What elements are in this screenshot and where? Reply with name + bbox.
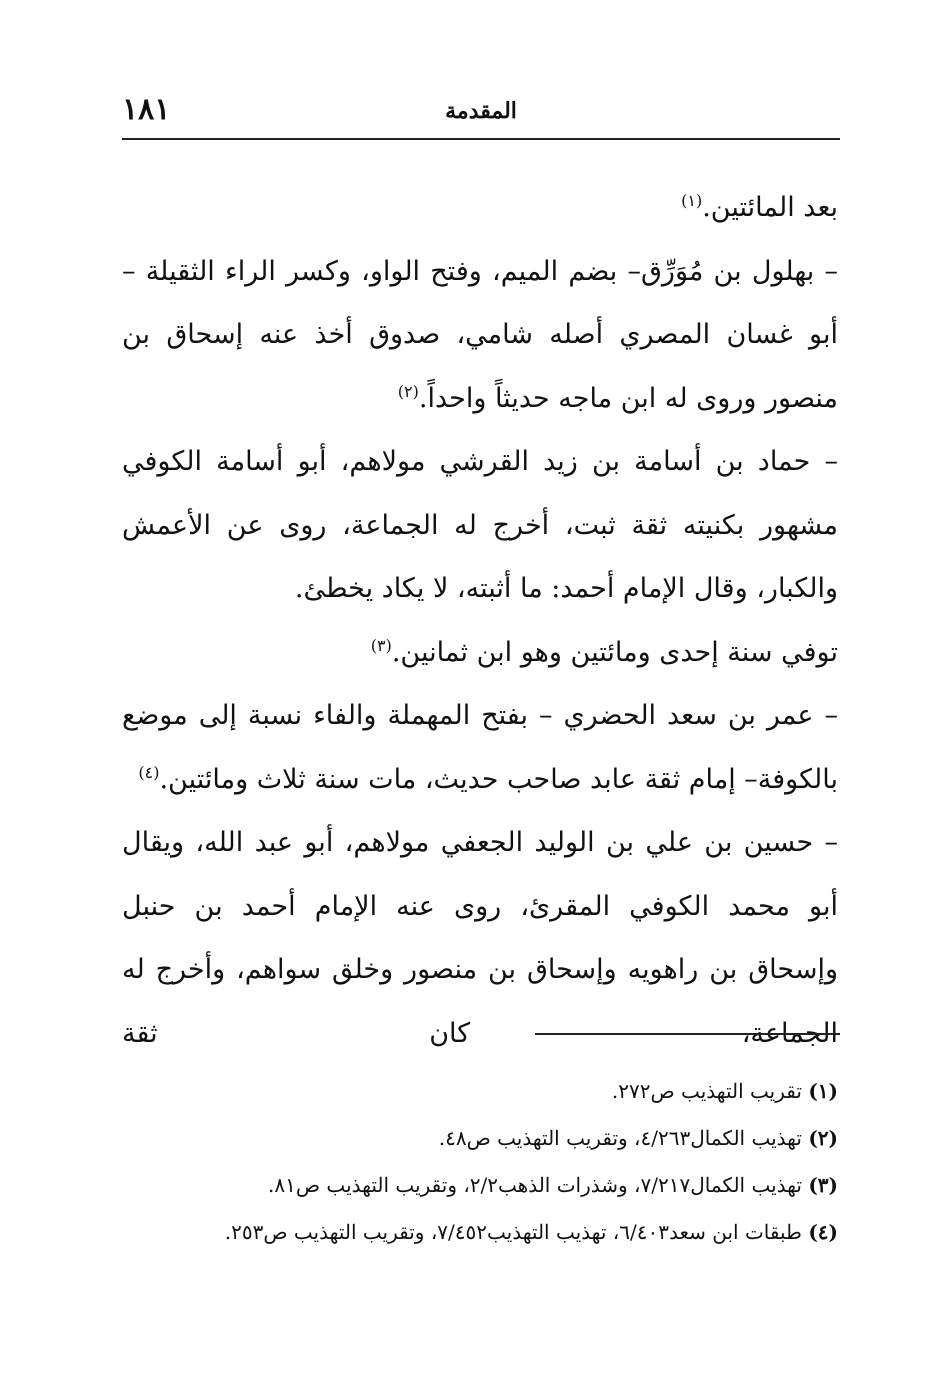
page-number: ١٨١ xyxy=(122,92,171,127)
footnote: (٢) تهذيب الكمال٤/٢٦٣، وتقريب التهذيب ص٤٨. xyxy=(438,1126,838,1150)
footnote-ref: (٣) xyxy=(370,635,392,655)
footnote-ref: (١) xyxy=(681,191,703,210)
footnote-number: (٣) xyxy=(808,1173,838,1197)
main-text xyxy=(122,176,838,1065)
footnote: (١) تقريب التهذيب ص٢٧٢. xyxy=(611,1079,838,1103)
footnote-divider xyxy=(535,1033,840,1035)
footnote-ref: (٤) xyxy=(138,762,160,782)
paragraph: – حماد بن أسامة بن زيد القرشي مولاهم، أبو أسامة الكوفي مشهور بكنيته ثقة ثبت، أخرج له الجماعة، روى عن الأعمش والكبار، وقال الإمام أحمد: ما أثبته، لا يكاد يخطئ. xyxy=(122,446,838,604)
footnote-number: (١) xyxy=(808,1079,838,1103)
header-divider xyxy=(122,138,840,140)
footnote-number: (٢) xyxy=(808,1126,838,1150)
footnote-ref: (٢) xyxy=(397,381,419,401)
paragraph: – حسين بن علي بن الوليد الجعفي مولاهم، أبو عبد الله، ويقال أبو محمد الكوفي المقرئ، روى عنه الإمام أحمد بن حنبل وإسحاق بن راهويه وإسحاق بن منصور وخلق سواهم، وأخرج له الجماعة، كان ثقة xyxy=(122,827,838,1049)
paragraph: – عمر بن سعد الحضري – بفتح المهملة والفاء نسبة إلى موضع بالكوفة– إمام ثقة عابد صاحب حديث، مات سنة ثلاث ومائتين.$^{(٤)}$ xyxy=(122,700,838,795)
paragraph: بعد المائتين.$^{(١)}$ xyxy=(681,191,838,223)
footnote-number: (٤) xyxy=(808,1220,838,1244)
footnote: (٣) تهذيب الكمال٧/٢١٧، وشذرات الذهب٢/٢، وتقريب التهذيب ص٨١. xyxy=(268,1173,838,1197)
footnote: (٤) طبقات ابن سعد٦/٤٠٣، تهذيب التهذيب٧/٤٥٢، وتقريب التهذيب ص٢٥٣. xyxy=(224,1220,838,1244)
footnotes xyxy=(122,1068,838,1256)
page-header xyxy=(122,92,840,132)
page-title: المقدمة xyxy=(445,98,517,124)
paragraph: – بهلول بن مُوَرِّق– بضم الميم، وفتح الواو، وكسر الراء الثقيلة – أبو غسان المصري أصله شامي، صدوق أخذ عنه إسحاق بن منصور وروى له ابن ماجه حديثاً واحداً.$^{(٢)}$ xyxy=(122,255,838,414)
paragraph: توفي سنة إحدى ومائتين وهو ابن ثمانين.$^{(٣)}$ xyxy=(370,635,838,668)
